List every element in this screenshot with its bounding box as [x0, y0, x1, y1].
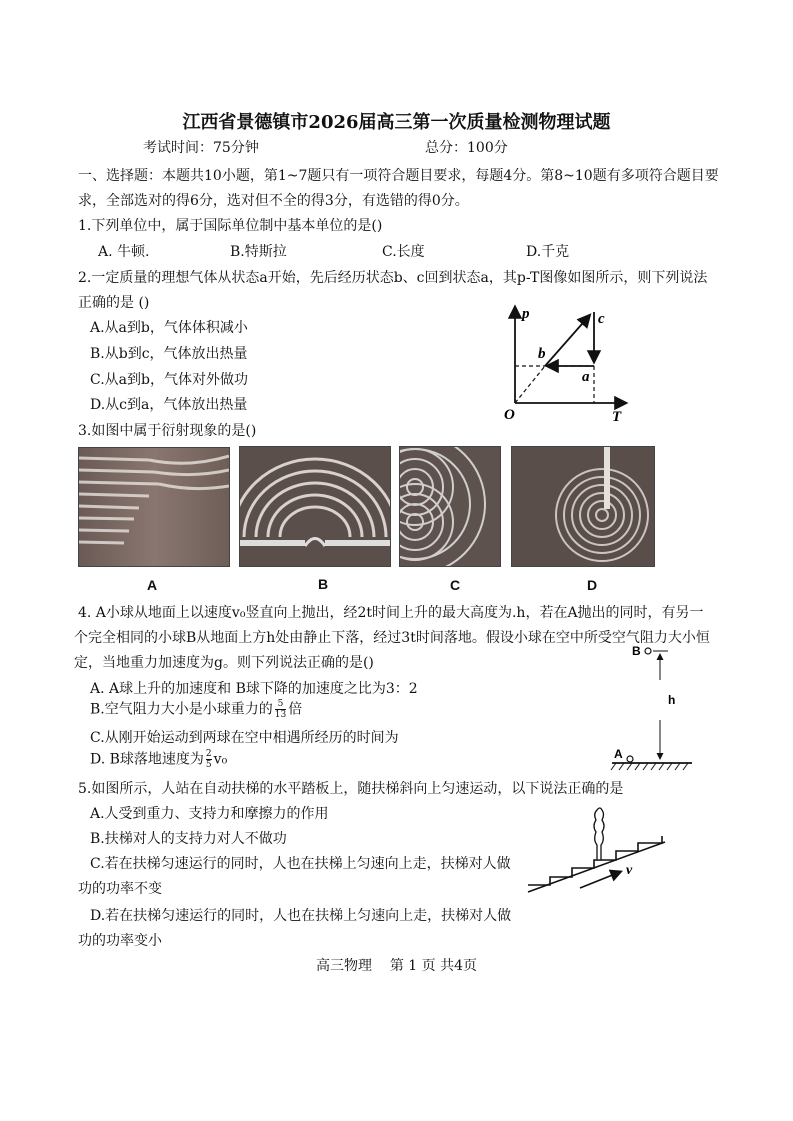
dashed-oa	[515, 366, 545, 403]
person-silhouette	[594, 808, 604, 860]
two-ball-figure	[608, 640, 698, 775]
ball-b	[645, 648, 651, 654]
photo-label-a: A	[147, 577, 158, 593]
q2-option-a: A.从a到b，气体体积减小	[90, 320, 248, 336]
graph-label-o: O	[504, 407, 515, 423]
photo-label-b: B	[318, 576, 329, 592]
q4-option-d-text: D. B球落地速度为	[90, 751, 204, 768]
q1-option-c: C.长度	[382, 244, 425, 260]
graph-label-p: p	[522, 306, 530, 322]
q4-option-b: B.空气阻力大小是小球重力的 $\frac{5}{13}$ 倍	[90, 699, 303, 720]
q1-option-a: A. 牛顿.	[98, 244, 150, 260]
q4-stem-line1: 4. A小球从地面上以速度v₀竖直向上抛出，经2t时间上升的最大高度为.h，若在A抛出的同时，有另一	[78, 605, 704, 621]
q2-stem-line2: 正确的是 ()	[78, 295, 150, 311]
photo-label-d: D	[587, 577, 598, 593]
q4-option-d: D. B球落地速度为 $\frac{2}{5}$ v₀	[90, 749, 228, 770]
q5-option-d-line2: 功的功率变小	[78, 933, 162, 949]
height-label: h	[668, 693, 676, 707]
q4-stem-line3: 定，当地重力加速度为g。则下列说法正确的是()	[74, 655, 374, 671]
section-intro-line1: 一、选择题：本题共10小题，第1~7题只有一项符合题目要求，每题4分。第8~10题有多项符合题目要	[78, 168, 719, 184]
q5-option-b: B.扶梯对人的支持力对人不做功	[90, 831, 287, 847]
escalator-figure	[520, 800, 670, 900]
total-score: 总分：100分	[425, 140, 508, 156]
q4-stem-line2: 个完全相同的小球B从地面上方h处由静止下落，经过3t时间落地。假设小球在空中所受空气阻力大小恒	[74, 630, 710, 646]
q4-option-c: C.从刚开始运动到两球在空中相遇所经历的时间为	[90, 730, 399, 746]
graph-label-a: a	[582, 369, 590, 385]
q4-option-a: A. A球上升的加速度和 B球下降的加速度之比为3：2	[90, 681, 418, 697]
section-intro-line2: 求，全部选对的得6分，选对但不全的得3分，有选错的得0分。	[78, 193, 469, 209]
ball-a	[627, 756, 633, 762]
q5-option-d-line1: D.若在扶梯匀速运行的同时，人也在扶梯上匀速向上走，扶梯对人做	[90, 908, 512, 924]
q1-stem: 1.下列单位中，属于国际单位制中基本单位的是()	[78, 218, 383, 234]
pt-graph	[500, 298, 640, 424]
fraction-5-13: $\frac{5}{13}$	[274, 699, 287, 720]
wave-photo-c	[399, 446, 501, 567]
photo-label-c: C	[450, 577, 461, 593]
page-title: 江西省景德镇市2026届高三第一次质量检测物理试题	[182, 112, 611, 133]
velocity-arrow	[580, 872, 620, 888]
wave-photo-a	[78, 447, 230, 567]
graph-label-t: T	[612, 409, 622, 424]
q2-option-c: C.从a到b，气体对外做功	[90, 372, 248, 388]
line-bc	[545, 316, 589, 366]
q4-option-b-text: B.空气阻力大小是小球重力的	[90, 701, 273, 718]
exam-time: 考试时间：75分钟	[143, 140, 259, 156]
q1-option-b: B.特斯拉	[230, 244, 287, 260]
q5-option-c-line2: 功的功率不变	[78, 881, 162, 897]
q2-option-b: B.从b到c，气体放出热量	[90, 346, 248, 362]
q2-option-d: D.从c到a，气体放出热量	[90, 397, 248, 413]
q5-option-a: A.人受到重力、支持力和摩擦力的作用	[90, 806, 329, 822]
escalator-steps	[528, 836, 662, 885]
ball-a-label: A	[614, 747, 623, 761]
ball-b-label: B	[632, 644, 641, 658]
q2-stem-line1: 2.一定质量的理想气体从状态a开始，先后经历状态b、c回到状态a，其p-T图像如图所示，则下列说法	[78, 270, 708, 286]
graph-label-c: c	[598, 311, 605, 327]
graph-label-b: b	[538, 346, 546, 362]
q5-stem: 5.如图所示，人站在自动扶梯的水平踏板上，随扶梯斜向上匀速运动，以下说法正确的是	[78, 781, 624, 797]
fraction-2-5: $\frac{2}{5}$	[205, 749, 212, 770]
page-footer: 高三物理 第 1 页 共4页	[316, 958, 477, 974]
wave-photo-d	[511, 446, 655, 567]
q5-option-c-line1: C.若在扶梯匀速运行的同时，人也在扶梯上匀速向上走，扶梯对人做	[90, 856, 511, 872]
q3-stem: 3.如图中属于衍射现象的是()	[78, 423, 257, 439]
velocity-label: v	[626, 863, 633, 878]
wave-photo-b	[239, 446, 391, 567]
q1-option-d: D.千克	[526, 244, 570, 260]
